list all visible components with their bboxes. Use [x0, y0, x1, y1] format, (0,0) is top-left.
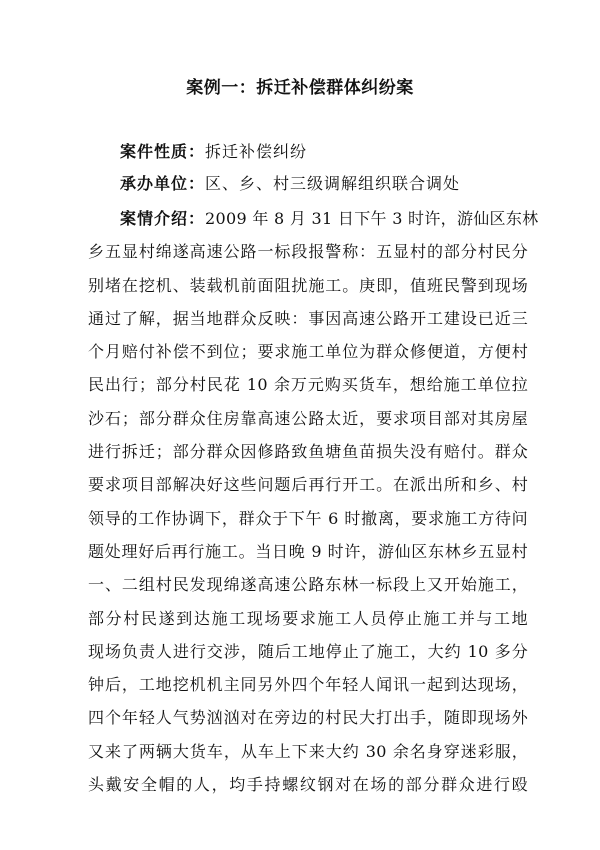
case-intro-paragraph: [88, 202, 539, 801]
case-intro-line: 要求项目部解决好这些问题后再行开工。在派出所和乡、村: [88, 475, 528, 495]
case-intro-line: 部分村民遂到达施工现场要求施工人员停止施工并与工地: [88, 608, 528, 628]
case-intro-line: 钟后，工地挖机机主同另外四个年轻人闻讯一起到达现场，: [88, 675, 528, 695]
case-intro-line: 进行拆迁；部分群众因修路致鱼塘鱼苗损失没有赔付。群众: [88, 442, 528, 462]
handling-unit-label: 承办单位：: [120, 174, 206, 193]
case-intro-line: 又来了两辆大货车，从车上下来大约 30 余名身穿迷彩服，: [88, 741, 528, 761]
case-intro-label: 案情介绍：: [120, 209, 206, 228]
case-intro-line: 通过了解，据当地群众反映：事因高速公路开工建设已近三: [88, 308, 528, 328]
case-intro-line: 民出行；部分村民花 10 余万元购买货车，想给施工单位拉: [88, 375, 528, 395]
case-intro-line: 个月赔付补偿不到位；要求施工单位为群众修便道，方便村: [88, 342, 528, 362]
case-nature-label: 案件性质：: [120, 142, 206, 161]
case-intro-line: 别堵在挖机、装载机前面阻扰施工。庚即，值班民警到现场: [88, 275, 528, 295]
case-intro-line: 一、二组村民发现绵遂高速公路东林一标段上又开始施工，: [88, 575, 528, 595]
case-nature-row: [120, 140, 520, 164]
case-nature-value: 拆迁补偿纠纷: [205, 142, 308, 161]
handling-unit-value: 区、乡、村三级调解组织联合调处: [205, 174, 461, 193]
handling-unit-row: [120, 172, 520, 196]
case-intro-line: [88, 202, 539, 235]
document-title: 案例一：拆迁补偿群体纠纷案: [186, 78, 414, 98]
case-intro-line: 题处理好后再行施工。当日晚 9 时许，游仙区东林乡五显村: [88, 541, 528, 561]
case-intro-line: 沙石；部分群众住房靠高速公路太近，要求项目部对其房屋: [88, 408, 528, 428]
case-intro-line: 四个年轻人气势汹汹对在旁边的村民大打出手，随即现场外: [88, 708, 528, 728]
case-intro-line-text: 2009 年 8 月 31 日下午 3 时许，游仙区东林: [205, 209, 539, 228]
case-intro-line: 领导的工作协调下，群众于下午 6 时撤离，要求施工方待问: [88, 508, 528, 528]
case-intro-line: 乡五显村绵遂高速公路一标段报警称：五显村的部分村民分: [88, 242, 528, 262]
case-intro-line: 头戴安全帽的人，均手持螺纹钢对在场的部分群众进行殴: [88, 775, 528, 795]
case-intro-line: 现场负责人进行交涉，随后工地停止了施工，大约 10 多分: [88, 641, 528, 661]
